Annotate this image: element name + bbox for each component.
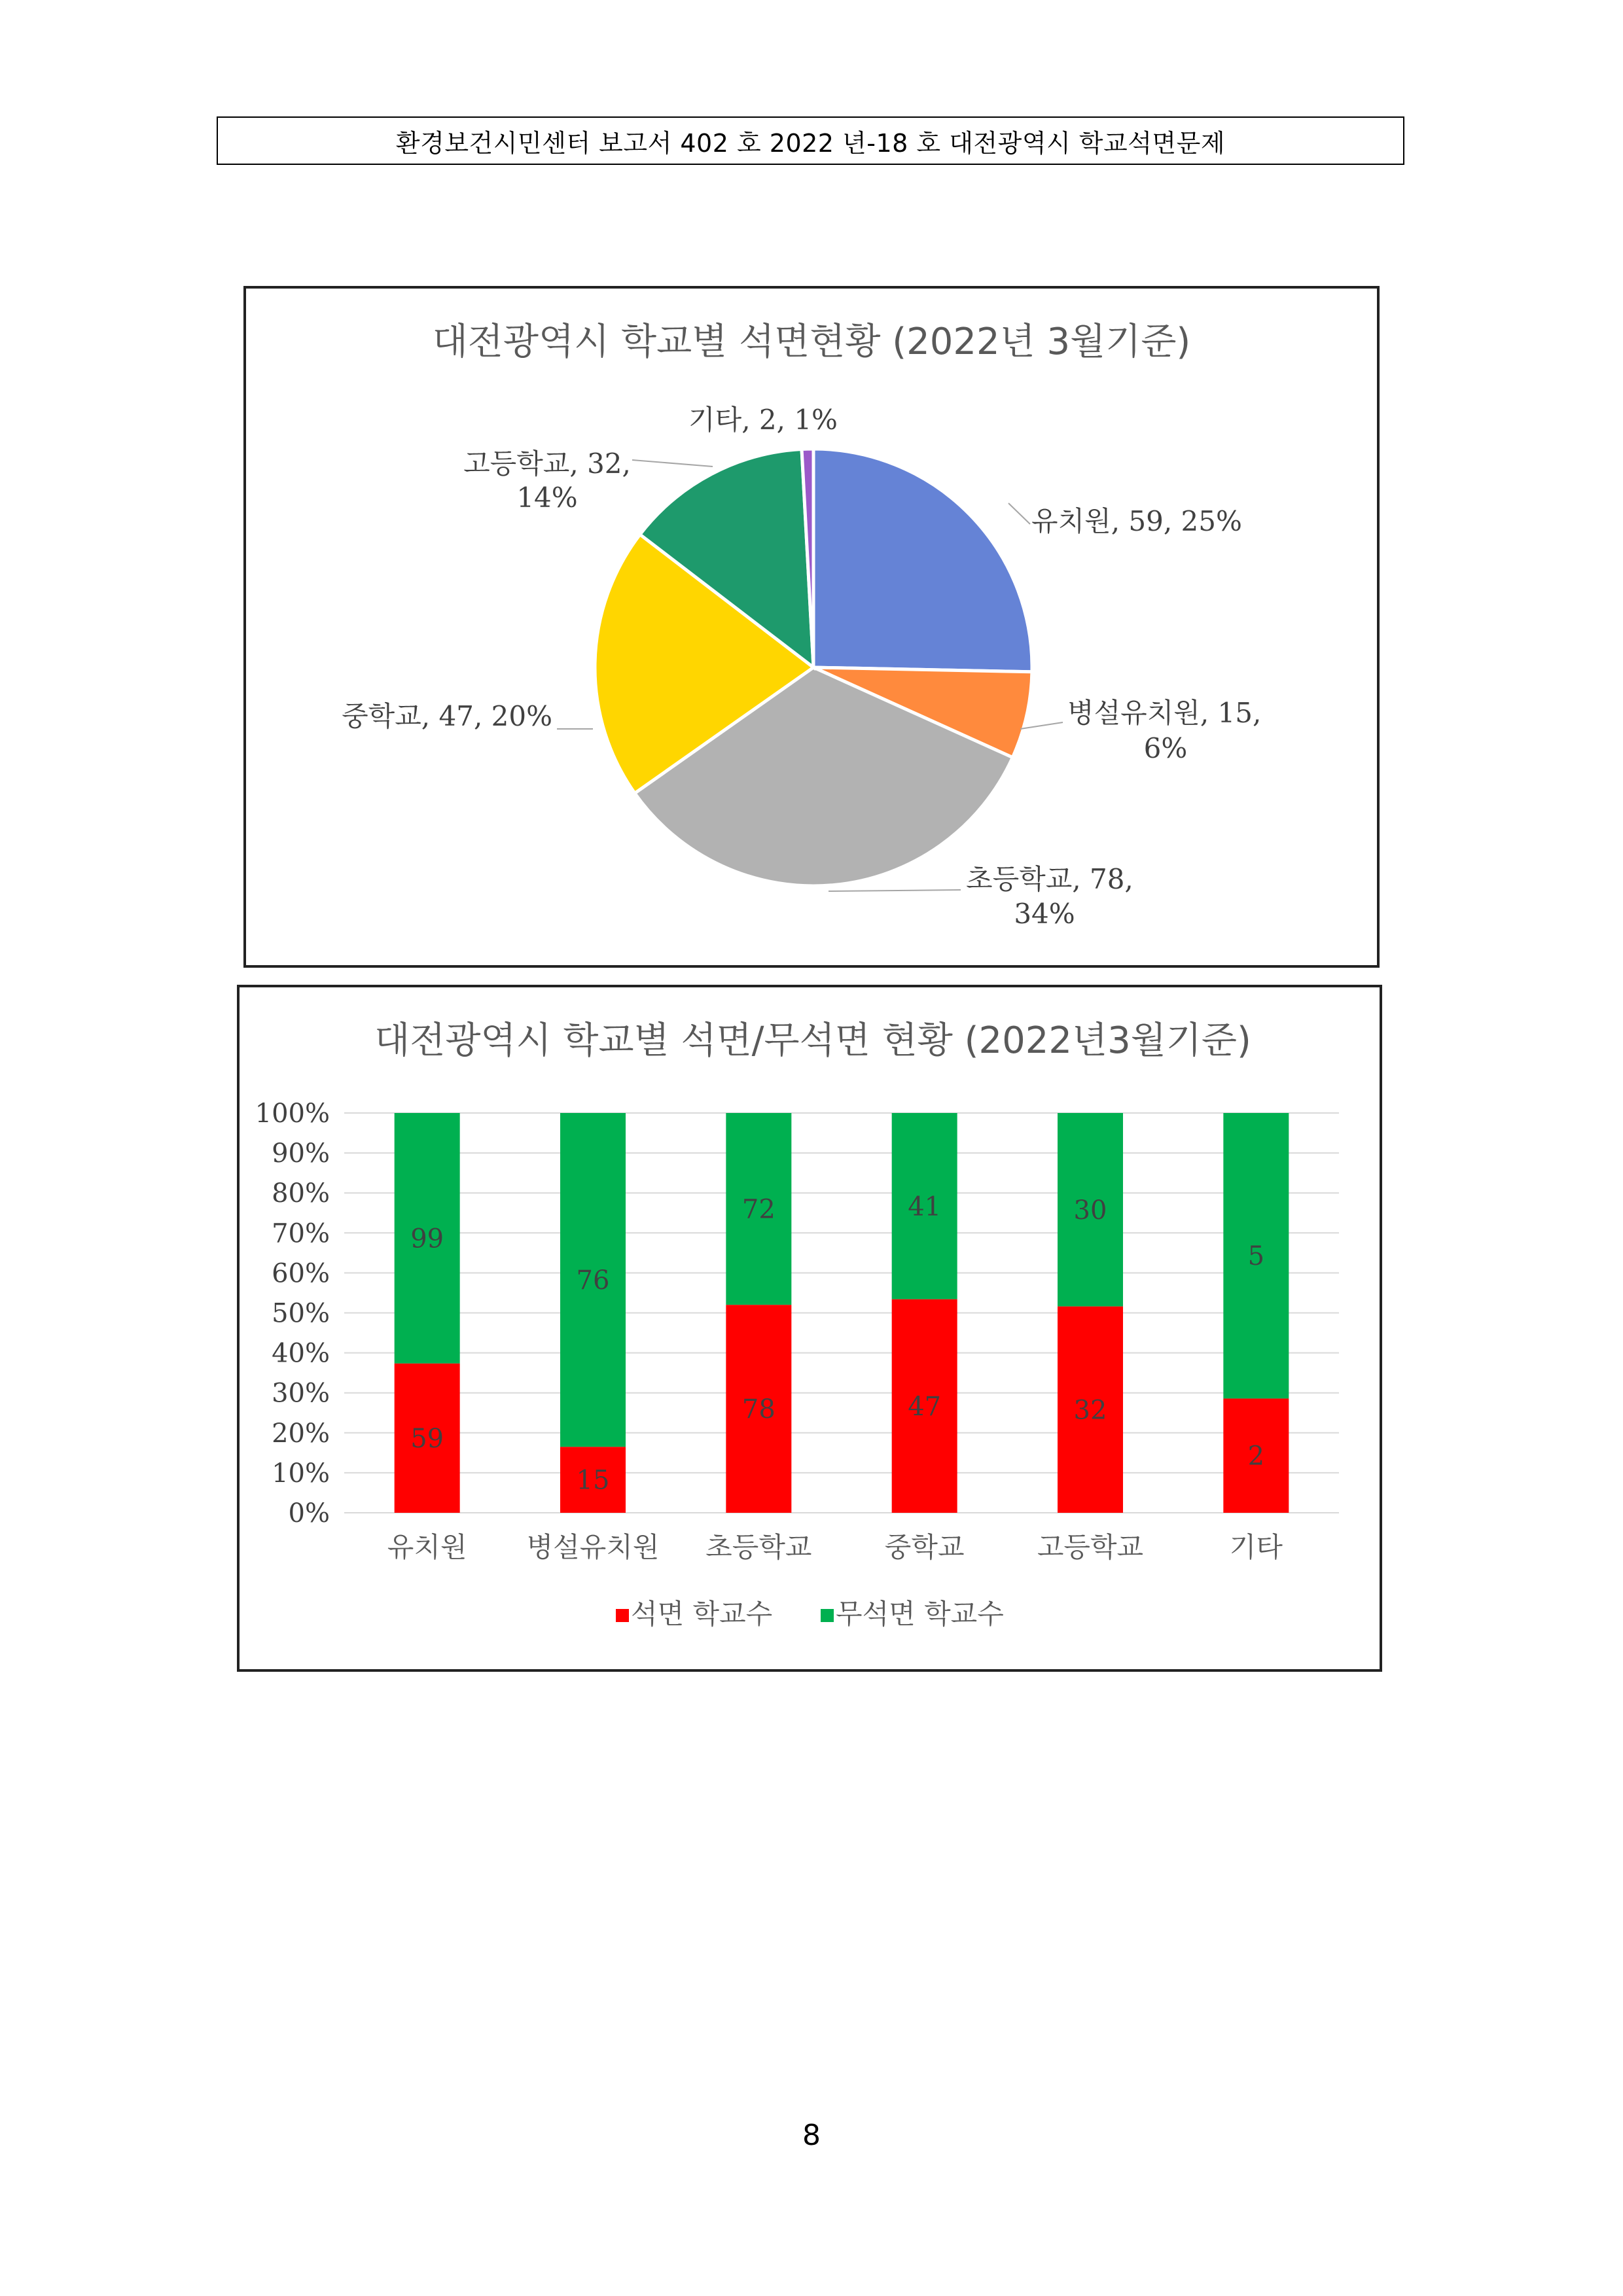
- y-tick-label-70: 70%: [272, 1218, 330, 1249]
- legend-swatch-seokmyeon: [616, 1609, 629, 1622]
- pie-data-label-6: 기타, 2, 1%: [688, 404, 838, 436]
- pie-data-label-5: 고등학교, 32,: [463, 448, 631, 480]
- bar-label-museokmyeon-2: 76: [576, 1265, 610, 1296]
- pie-data-label-4: 중학교, 47, 20%: [342, 700, 552, 732]
- y-tick-label-90: 90%: [272, 1139, 330, 1169]
- legend-label-seokmyeon: 석면 학교수: [631, 1598, 773, 1630]
- bar-label-museokmyeon-5: 30: [1073, 1195, 1107, 1226]
- pie-chart-panel: [243, 286, 1380, 968]
- bar-label-seokmyeon-1: 59: [410, 1423, 444, 1454]
- pie-data-label-2: 병설유치원, 15,: [1067, 697, 1262, 729]
- y-tick-label-10: 10%: [272, 1458, 330, 1489]
- bar-label-seokmyeon-2: 15: [576, 1465, 610, 1496]
- y-tick-label-60: 60%: [272, 1258, 330, 1289]
- pie-chart: [246, 289, 1377, 965]
- bar-label-museokmyeon-4: 41: [908, 1192, 942, 1222]
- bar-label-museokmyeon-6: 5: [1247, 1241, 1265, 1272]
- legend-swatch-museokmyeon: [821, 1609, 834, 1622]
- pie-chart-title: 대전광역시 학교별 석면현황 (2022년 3월기준): [432, 321, 1191, 363]
- x-tick-label-5: 고등학교: [1037, 1531, 1144, 1563]
- page-number: 8: [802, 2119, 821, 2152]
- pie-data-label-1: 유치원, 59, 25%: [1031, 505, 1242, 537]
- x-tick-label-3: 초등학교: [705, 1531, 812, 1563]
- pie-leader-line-1: [1008, 503, 1030, 524]
- y-tick-label-20: 20%: [272, 1418, 330, 1449]
- legend-label-museokmyeon: 무석면 학교수: [836, 1598, 1004, 1630]
- bar-label-seokmyeon-5: 32: [1073, 1395, 1107, 1426]
- pie-data-label-3: 초등학교, 78,: [966, 863, 1133, 895]
- x-tick-label-1: 유치원: [387, 1531, 467, 1563]
- y-tick-label-40: 40%: [272, 1338, 330, 1369]
- bar-label-museokmyeon-3: 72: [741, 1194, 776, 1225]
- y-tick-label-30: 30%: [272, 1378, 330, 1409]
- report-header: [217, 116, 1404, 165]
- report-header-text: 환경보건시민센터 보고서 402 호 2022 년-18 호 대전광역시 학교석면문제: [395, 128, 1226, 158]
- bar-label-seokmyeon-3: 78: [741, 1394, 776, 1425]
- bar-label-museokmyeon-1: 99: [410, 1224, 444, 1254]
- y-tick-label-50: 50%: [272, 1298, 330, 1329]
- y-tick-label-80: 80%: [272, 1178, 330, 1209]
- pie-data-label-2-pct: 6%: [1143, 732, 1188, 764]
- y-tick-label-100: 100%: [255, 1099, 330, 1129]
- pie-leader-line-5: [632, 460, 713, 467]
- pie-slice-1: [813, 449, 1032, 672]
- x-tick-label-6: 기타: [1229, 1531, 1283, 1563]
- stacked-bar-chart: [240, 987, 1380, 1669]
- bar-label-seokmyeon-4: 47: [908, 1391, 942, 1422]
- x-tick-label-2: 병설유치원: [526, 1531, 660, 1563]
- x-tick-label-4: 중학교: [884, 1531, 965, 1563]
- pie-leader-line-3: [829, 890, 961, 891]
- bar-label-seokmyeon-6: 2: [1247, 1441, 1265, 1472]
- pie-leader-line-2: [1020, 722, 1063, 729]
- y-tick-label-0: 0%: [288, 1498, 330, 1528]
- pie-data-label-3-pct: 34%: [1014, 898, 1075, 930]
- pie-data-label-5-pct: 14%: [516, 482, 578, 514]
- bar-chart-title: 대전광역시 학교별 석면/무석면 현황 (2022년3월기준): [374, 1019, 1251, 1062]
- bar-chart-panel: [237, 985, 1382, 1672]
